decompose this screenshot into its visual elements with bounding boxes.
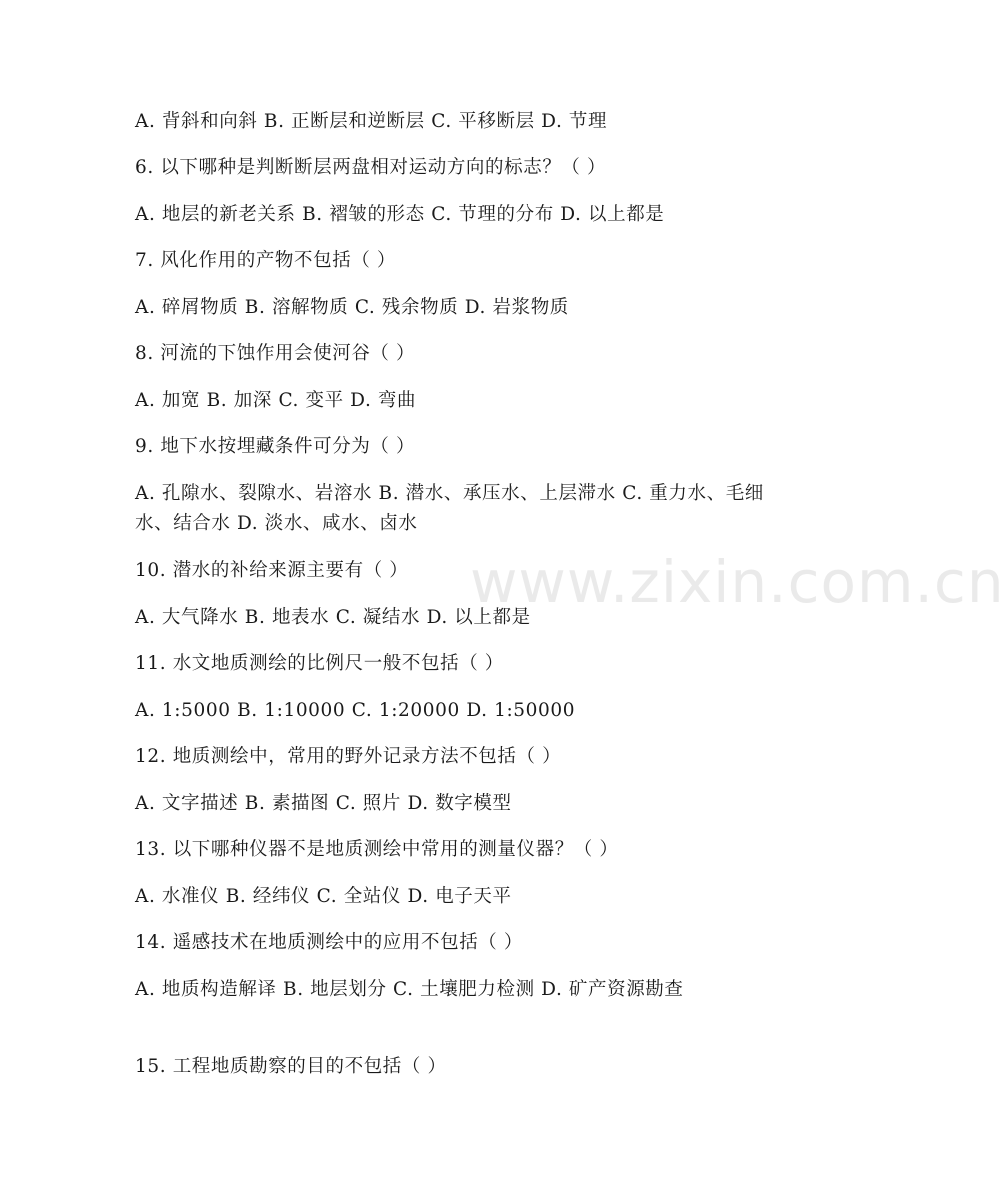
question-7: 7. 风化作用的产物不包括（ ） <box>135 250 397 271</box>
question-8: 8. 河流的下蚀作用会使河谷（ ） <box>135 343 416 364</box>
watermark: www.zixin.com.cn <box>470 548 1005 616</box>
question-15: 15. 工程地质勘察的目的不包括（ ） <box>135 1056 447 1077</box>
question-13: 13. 以下哪种仪器不是地质测绘中常用的测量仪器？（ ） <box>135 839 619 860</box>
answer-options-q11: A. 1:5000 B. 1:10000 C. 1:20000 D. 1:50000 <box>135 700 576 721</box>
answer-options-q10: A. 大气降水 B. 地表水 C. 凝结水 D. 以上都是 <box>135 607 531 628</box>
answer-options-q8: A. 加宽 B. 加深 C. 变平 D. 弯曲 <box>135 390 417 411</box>
answer-options-q6: A. 地层的新老关系 B. 褶皱的形态 C. 节理的分布 D. 以上都是 <box>135 204 665 225</box>
answer-options-q12: A. 文字描述 B. 素描图 C. 照片 D. 数字模型 <box>135 793 512 814</box>
answer-options-q5: A. 背斜和向斜 B. 正断层和逆断层 C. 平移断层 D. 节理 <box>135 111 608 132</box>
question-14: 14. 遥感技术在地质测绘中的应用不包括（ ） <box>135 932 523 953</box>
question-11: 11. 水文地质测绘的比例尺一般不包括（ ） <box>135 653 504 674</box>
question-10: 10. 潜水的补给来源主要有（ ） <box>135 560 409 581</box>
answer-options-q14: A. 地质构造解译 B. 地层划分 C. 土壤肥力检测 D. 矿产资源勘查 <box>135 979 684 1000</box>
question-12: 12. 地质测绘中，常用的野外记录方法不包括（ ） <box>135 746 562 767</box>
question-9: 9. 地下水按埋藏条件可分为（ ） <box>135 436 416 457</box>
answer-options-q13: A. 水准仪 B. 经纬仪 C. 全站仪 D. 电子天平 <box>135 886 512 907</box>
answer-options-q9: A. 孔隙水、裂隙水、岩溶水 B. 潜水、承压水、上层滞水 C. 重力水、毛细水、结合水 D. 淡水、咸水、卤水 <box>135 483 764 534</box>
answer-options-q7: A. 碎屑物质 B. 溶解物质 C. 残余物质 D. 岩浆物质 <box>135 297 569 318</box>
question-6: 6. 以下哪种是判断断层两盘相对运动方向的标志？（ ） <box>135 157 607 178</box>
